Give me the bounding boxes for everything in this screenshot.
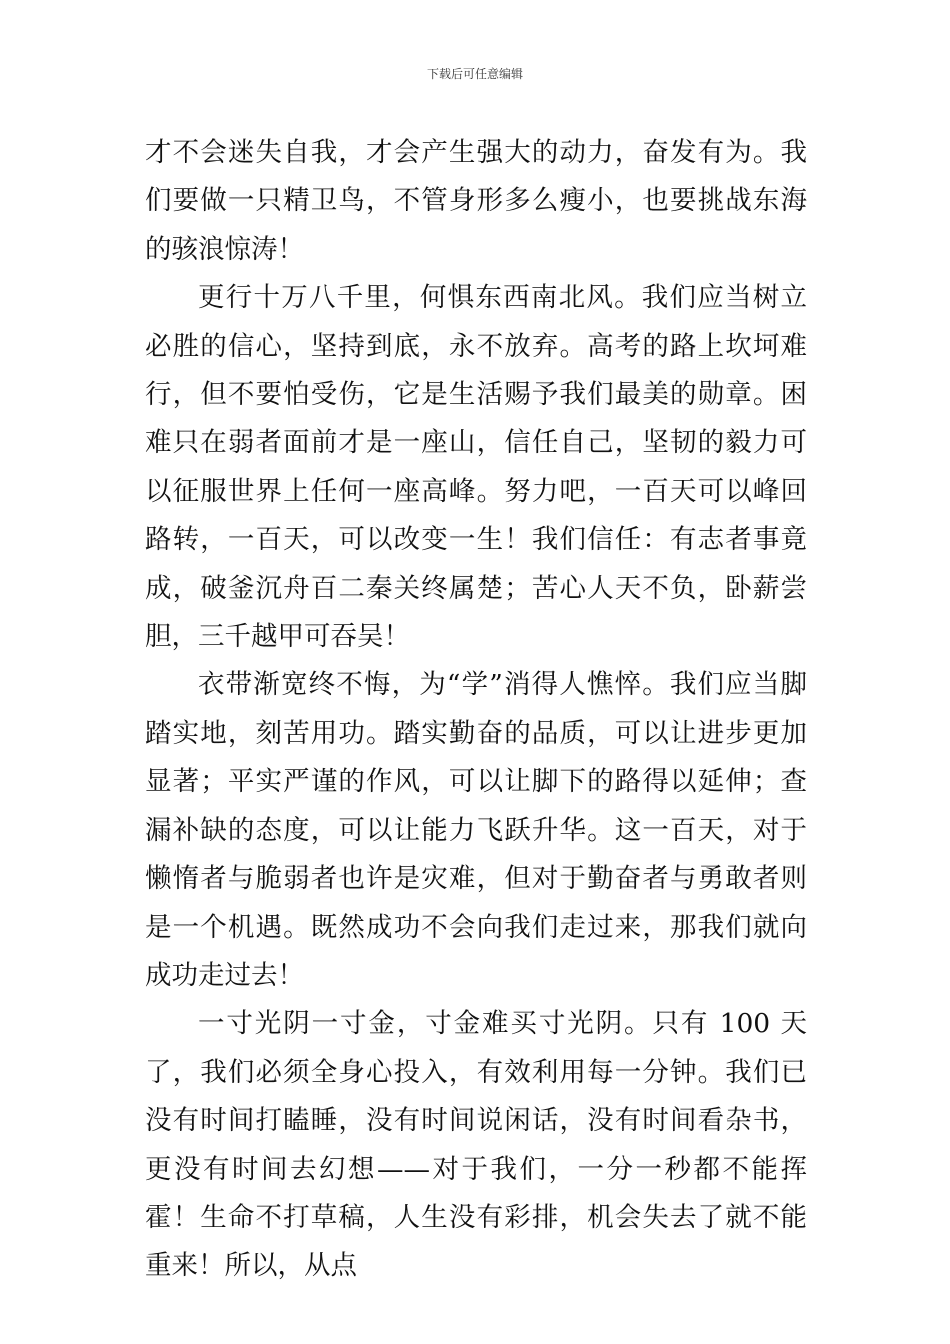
document-body [145, 129, 807, 1291]
paragraph: 才不会迷失自我，才会产生强大的动力，奋发有为。我们要做一只精卫鸟，不管身形多么瘦小，也要挑战东海的骇浪惊涛！ [145, 137, 807, 265]
paragraph: 衣带渐宽终不悔，为“学”消得人憔悴。我们应当脚踏实地，刻苦用功。踏实勤奋的品质，可以让进步更加显著；平实严谨的作风，可以让脚下的路得以延伸；查漏补缺的态度，可以让能力飞跃升华。这一百天，对于懒惰者与脆弱者也许是灾难，但对于勤奋者与勇敢者则是一个机遇。既然成功不会向我们走过来，那我们就向成功走过去！ [145, 669, 807, 991]
paragraph: 更行十万八千里，何惧东西南北风。我们应当树立必胜的信心，坚持到底，永不放弃。高考的路上坎坷难行，但不要怕受伤，它是生活赐予我们最美的勋章。困难只在弱者面前才是一座山，信任自己，坚韧的毅力可以征服世界上任何一座高峰。努力吧，一百天可以峰回路转，一百天，可以改变一生！我们信任：有志者事竟成，破釜沉舟百二秦关终属楚；苦心人天不负，卧薪尝胆，三千越甲可吞吴！ [145, 282, 807, 653]
paragraph: 一寸光阴一寸金，寸金难买寸光阴。只有 100 天了，我们必须全身心投入，有效利用每一分钟。我们已没有时间打瞌睡，没有时间说闲话，没有时间看杂书，更没有时间去幻想——对于我们，一分一秒都不能挥霍！生命不打草稿，人生没有彩排，机会失去了就不能重来！所以，从点 [145, 1008, 807, 1282]
page-header: 下载后可任意编辑 [426, 67, 523, 81]
